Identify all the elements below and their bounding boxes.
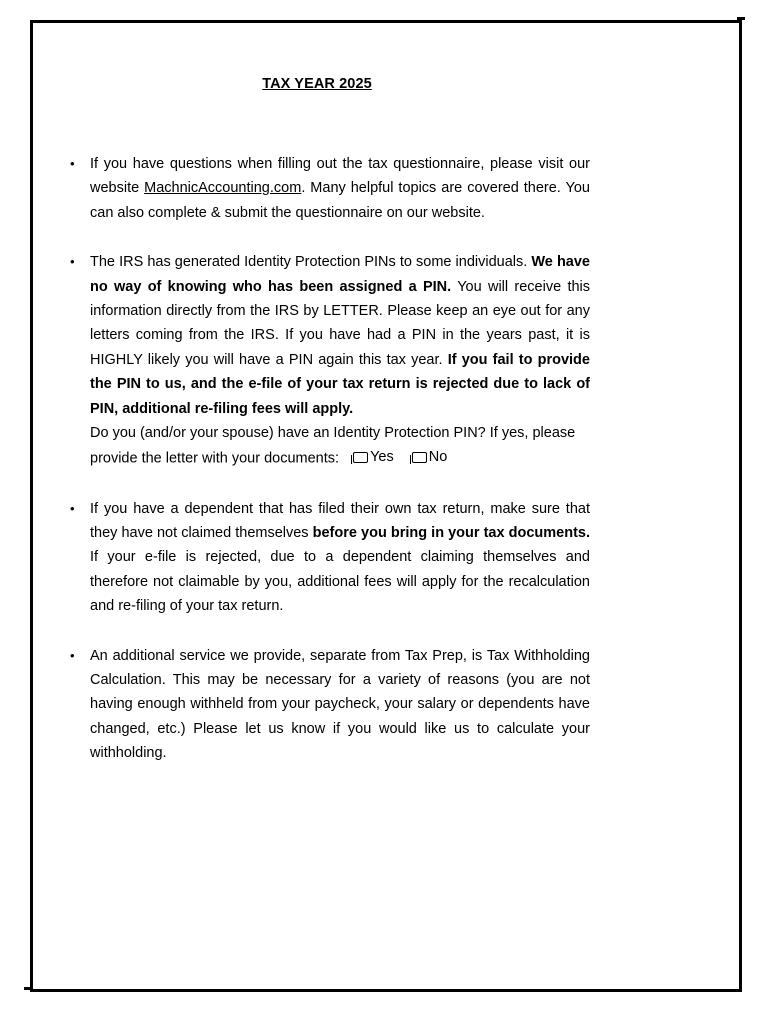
bullet-text-segment: If you have questions when filling out the tax questionnaire, please visit our website: [90, 156, 590, 197]
bullet-text: [90, 254, 590, 416]
bullet-item-withholding: [70, 644, 590, 766]
no-checkbox-icon[interactable]: [412, 452, 427, 463]
document-title: TAX YEAR 2025: [262, 76, 372, 92]
bullet-icon: •: [70, 647, 75, 663]
frame-corner-top-right: [737, 17, 745, 20]
bullet-icon: •: [70, 500, 75, 516]
bullet-text: [90, 648, 590, 762]
bullet-item-questionnaire: [70, 152, 590, 225]
option-yes-label: Yes: [370, 449, 394, 466]
bullet-text-bold: We have no way of knowing who has been assigned a PIN.: [90, 254, 590, 295]
bullet-icon: •: [70, 254, 75, 270]
frame-corner-bottom-left: [24, 987, 32, 990]
bullet-text: [90, 156, 590, 221]
bullet-text-segment: If your e-file is rejected, due to a dependent claiming themselves and therefore not claimable by you, additional fees will apply for the recalculation and re-filing of your tax return.: [90, 549, 590, 615]
pin-question-text: Do you (and/or your spouse) have an Identity Protection PIN? If yes, please provide the letter with your documents:: [90, 425, 576, 468]
bullet-text-segment: The IRS has generated Identity Protection PINs to some individuals.: [90, 254, 532, 271]
option-no[interactable]: [412, 445, 448, 469]
bullet-icon: •: [70, 156, 75, 171]
bullet-item-dependent: [70, 497, 590, 619]
bullet-list: [70, 152, 590, 791]
yes-checkbox-icon[interactable]: [353, 452, 368, 463]
pin-options: [353, 445, 465, 469]
bullet-text-segment: . Many helpful topics are covered there. You can also complete & submit the questionnaire on our website.: [90, 180, 590, 221]
pin-question: [90, 421, 590, 472]
bullet-text-segment: An additional service we provide, separate from Tax Prep, is Tax Withholding Calculation. This may be necessary for a variety of reasons (you are not having enough withheld from your paycheck, your salary or dependents have changed, etc.) Please let us know if you would like us to calculate your withholding.: [90, 647, 590, 762]
bullet-item-identity-pin: [70, 250, 590, 471]
option-no-label: No: [428, 449, 448, 466]
bullet-text-segment: If you have a dependent that has filed their own tax return, make sure that they have not claimed themselves: [90, 500, 590, 541]
website-link[interactable]: MachnicAccounting.com: [144, 180, 302, 197]
option-yes[interactable]: [353, 445, 394, 469]
bullet-text: [90, 501, 590, 615]
bullet-text-bold: before you bring in your tax documents.: [312, 524, 590, 541]
bullet-text-segment: You will receive this information directly from the IRS by LETTER. Please keep an eye out for any letters coming from the IRS. If you have had a PIN in the years past, it is HIGHLY likely you will have a PIN again this tax year.: [90, 278, 591, 368]
bullet-text-bold: If you fail to provide the PIN to us, and the e-file of your tax return is rejected due to lack of PIN, additional re-filing fees will apply.: [90, 351, 590, 417]
